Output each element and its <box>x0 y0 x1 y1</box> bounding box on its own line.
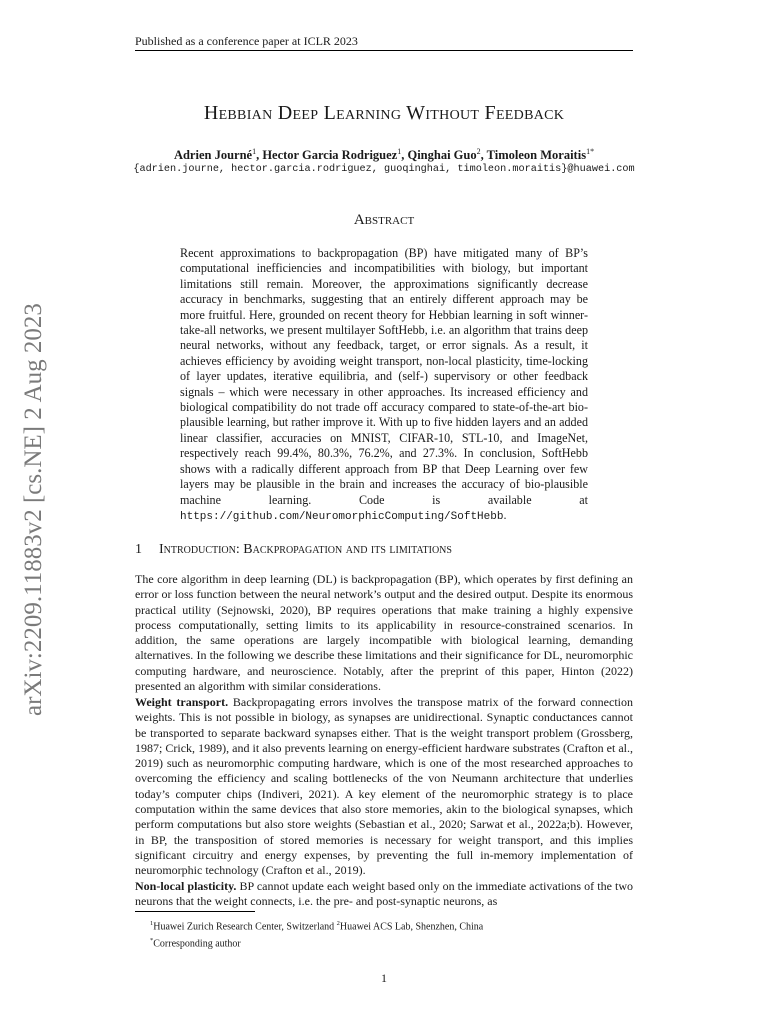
venue-header: Published as a conference paper at ICLR 2023 <box>135 34 358 48</box>
footnotes <box>150 917 633 952</box>
abstract-heading: Abstract <box>353 212 415 228</box>
arxiv-identifier-stamp: arXiv:2209.11883v2 [cs.NE] 2 Aug 2023 <box>20 303 47 716</box>
abstract-end: . <box>503 507 507 522</box>
abstract-text <box>180 246 588 525</box>
non-local-plasticity-paragraph <box>135 879 633 910</box>
footnote-mark-1: 1 <box>150 920 154 927</box>
author-name: Timoleon Moraitis <box>486 148 587 163</box>
abstract-body-text: Recent approximations to backpropagation (BP) have mitigated many of BP’s computational inefficiencies and incompatibilities with biology, but important limitations still remain. Moreover, the approximations significantly decrease accuracy in benchmarks, suggesting that an entirely different approach may be more fruitful. Here, grounded on recent theory for Hebbian learning in soft winner-take-all networks, we present multilayer SoftHebb, i.e. an algorithm that trains deep neural networks, without any feedback, target, or error signals. As a result, it achieves efficiency by avoiding weight transport, non-local plasticity, time-locking of layer updates, iterative equilibria, and (self-) supervisory or other feedback signals – which were necessary in other approaches. Its increased efficiency and biological compatibility do not trade off accuracy compared to state-of-the-art bio-plausible learning, but rather improve it. With up to five hidden layers and an added linear classifier, accuracies on MNIST, CIFAR-10, STL-10, and ImageNet, respectively reach 99.4%, 80.3%, 76.2%, and 27.3%. In conclusion, SoftHebb shows with a radically different approach from BP that Deep Learning over few layers may be plausible in the brain and increases the accuracy of bio-plausible machine learning. Code is available at <box>180 246 588 507</box>
author-affiliation-mark: 2 <box>476 147 481 156</box>
header-rule <box>135 50 633 51</box>
author-affiliation-mark: 1 <box>252 147 257 156</box>
footnote-text-3: Corresponding author <box>153 938 241 950</box>
footnote-mark-3: * <box>150 937 154 945</box>
page-number: 1 <box>381 971 387 985</box>
non-local-plasticity-text: BP cannot update each weight based only on the immediate activations of the two neurons that the weight connects, i.e. the pre- and post-synaptic neurons, as <box>135 879 633 909</box>
weight-transport-heading: Weight transport. <box>135 695 229 709</box>
author-list: Adrien Journé$^1$, Hector Garcia Rodriguez$^1$, Qinghai Guo$^2$, Timoleon Moraitis$^{1*}$ <box>173 147 595 163</box>
footnote-mark-2: 2 <box>336 920 340 927</box>
footnote-rule <box>135 911 255 912</box>
weight-transport-text: Backpropagating errors involves the transpose matrix of the forward connection weights. This is not possible in biology, as synapses are unidirectional. Synaptic conductances cannot be transported to separate backward synapses either. That is the weight transport problem (Grossberg, 1987; Crick, 1989), and it also prevents learning on energy-efficient hardware substrates (Crafton et al., 2019) such as neuromorphic computing hardware, which is one of the most researched approaches to overcoming the efficiency and scaling bottlenecks of the von Neumann architecture that underlies today’s computer chips (Indiveri, 2021). A key element of the neuromorphic strategy is to place computation within the same devices that also store memories, akin to the biological synapses, which perform computations but also store weights (Sebastian et al., 2020; Sarwat et al., 2022a;b). However, in BP, the transposition of stored memories is necessary for weight transport, and this implies significant circuitry and energy expenses, by preventing the full in-memory implementation of neuromorphic technology (Crafton et al., 2019). <box>135 695 633 878</box>
author-name: Qinghai Guo <box>407 148 477 163</box>
paper-title: Hebbian Deep Learning Without Feedback <box>203 102 565 124</box>
author-emails: {adrien.journe, hector.garcia.rodriguez, guoqinghai, timoleon.moraitis}@huawei.com <box>133 164 635 175</box>
weight-transport-paragraph <box>135 695 633 879</box>
footnote-affiliations <box>150 917 633 934</box>
footnote-text-2: Huawei ACS Lab, Shenzhen, China <box>339 921 484 933</box>
code-link[interactable]: https://github.com/NeuromorphicComputing/SoftHebb <box>180 510 504 523</box>
footnote-text-1: Huawei Zurich Research Center, Switzerland <box>153 921 335 933</box>
author-name: Hector Garcia Rodriguez <box>262 148 398 163</box>
author-affiliation-mark: 1 <box>397 147 402 156</box>
footnote-corresponding <box>150 934 633 951</box>
section-title: Introduction: Backpropagation and its limitations <box>159 542 452 557</box>
section-heading <box>135 542 633 558</box>
author-name: Adrien Journé <box>173 148 253 163</box>
intro-paragraph: The core algorithm in deep learning (DL) is backpropagation (BP), which operates by first defining an error or loss function between the neural network’s output and the desired output. Despite its enormous practical utility (Sejnowski, 2020), BP requires operations that make training a highly expensive process computationally, setting limits to its applicability in resource-constrained scenarios. In addition, the same operations are largely incompatible with biological learning, demanding alternatives. In the following we describe these limitations and their significance for DL, neuromorphic computing hardware, and neuroscience. Notably, after the preprint of this paper, Hinton (2022) presented an algorithm with similar considerations. <box>135 572 633 694</box>
non-local-plasticity-heading: Non-local plasticity. <box>135 879 237 893</box>
author-affiliation-mark: 1* <box>586 147 595 156</box>
section-number: 1 <box>135 542 142 557</box>
